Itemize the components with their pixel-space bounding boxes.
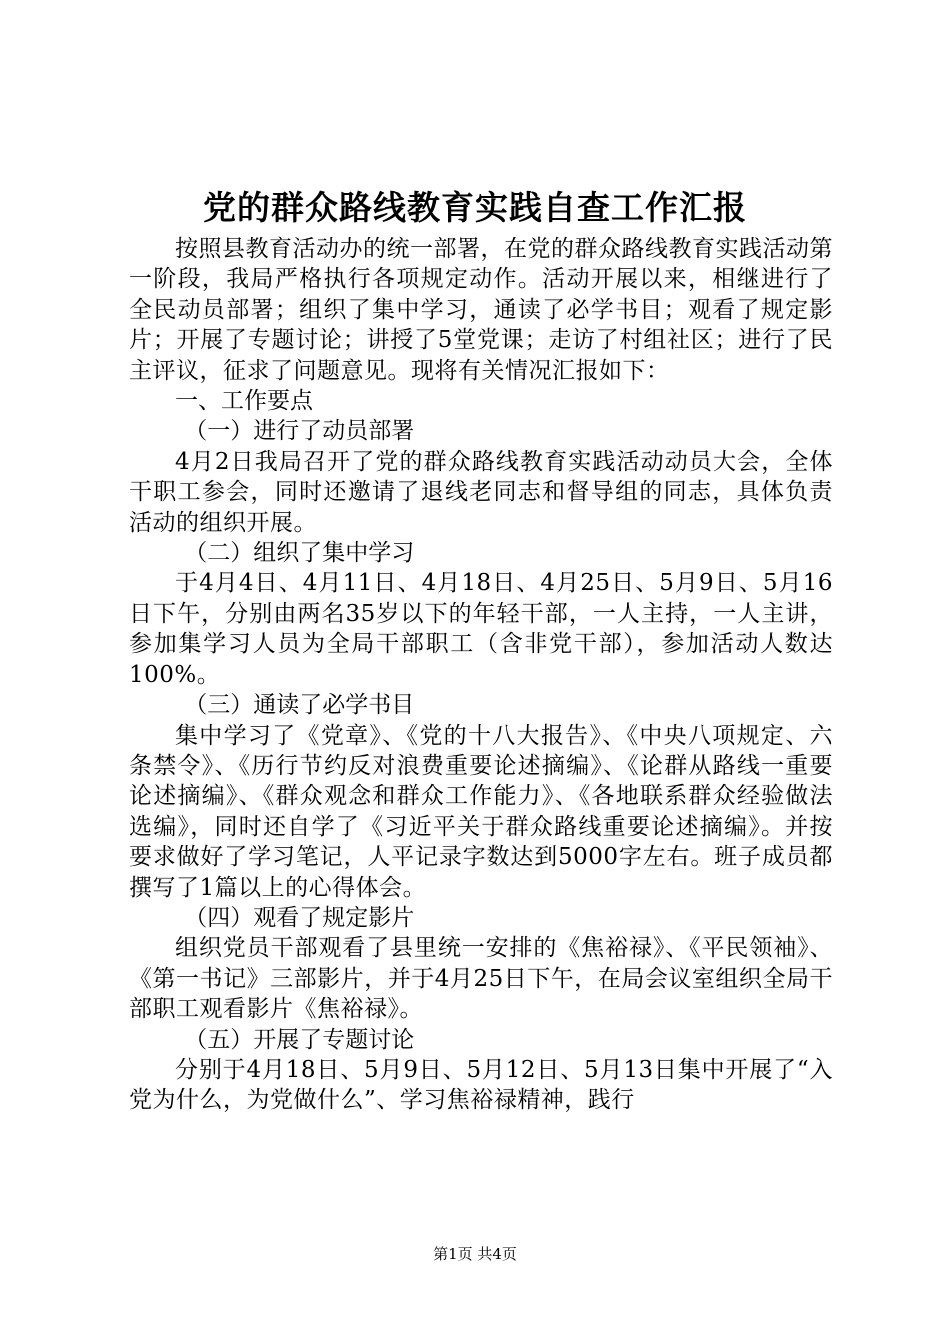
subsection-heading-mobilization: （一）进行了动员部署: [184, 418, 415, 445]
paragraph-mobilization: 4月2日我局召开了党的群众路线教育实践活动动员大会，全体干职工参会，同时还邀请了退线老同志和督导组的同志，具体负责活动的组织开展。: [129, 448, 833, 536]
subsection-heading-films: （四）观看了规定影片: [184, 904, 415, 931]
document-title: 党的群众路线教育实践自查工作汇报: [203, 188, 747, 227]
document-body: [129, 234, 833, 1116]
intro-paragraph: 按照县教育活动办的统一部署，在党的群众路线教育实践活动第一阶段，我局严格执行各项规定动作。活动开展以来，相继进行了全民动员部署；组织了集中学习，通读了必学书目；观看了规定影片；开展了专题讨论；讲授了5堂党课；走访了村组社区；进行了民主评议，征求了问题意见。现将有关情况汇报如下：: [129, 236, 833, 384]
section-heading-work-points: 一、工作要点: [175, 388, 313, 415]
paragraph-required-reading: 集中学习了《党章》、《党的十八大报告》、《中央八项规定、六条禁令》、《历行节约反对浪费重要论述摘编》、《论群从路线一重要论述摘编》、《群众观念和群众工作能力》、《各地联系群众经验做法选编》，同时还自学了《习近平关于群众路线重要论述摘编》。并按要求做好了学习笔记，人平记录字数达到5000字左右。班子成员都撰写了1篇以上的心得体会。: [129, 722, 833, 901]
subsection-heading-required-reading: （三）通读了必学书目: [184, 692, 415, 719]
paragraph-films: 组织党员干部观看了县里统一安排的《焦裕禄》、《平民领袖》、《第一书记》三部影片，并于4月25日下午，在局会议室组织全局干部职工观看影片《焦裕禄》。: [129, 935, 833, 1023]
subsection-heading-centralized-study: （二）组织了集中学习: [184, 540, 415, 567]
paragraph-centralized-study: 于4月4日、4月11日、4月18日、4月25日、5月9日、5月16日下午，分别由两名35岁以下的年轻干部，一人主持，一人主讲，参加集学习人员为全局干部职工（含非党干部），参加活动人数达100%。: [129, 570, 833, 688]
paragraph-discussion: 分别于4月18日、5月9日、5月12日、5月13日集中开展了“入党为什么，为党做什么”、学习焦裕禄精神，践行: [129, 1056, 833, 1114]
subsection-heading-discussion: （五）开展了专题讨论: [184, 1026, 415, 1053]
page-number-footer: 第1页 共4页: [433, 1245, 517, 1263]
